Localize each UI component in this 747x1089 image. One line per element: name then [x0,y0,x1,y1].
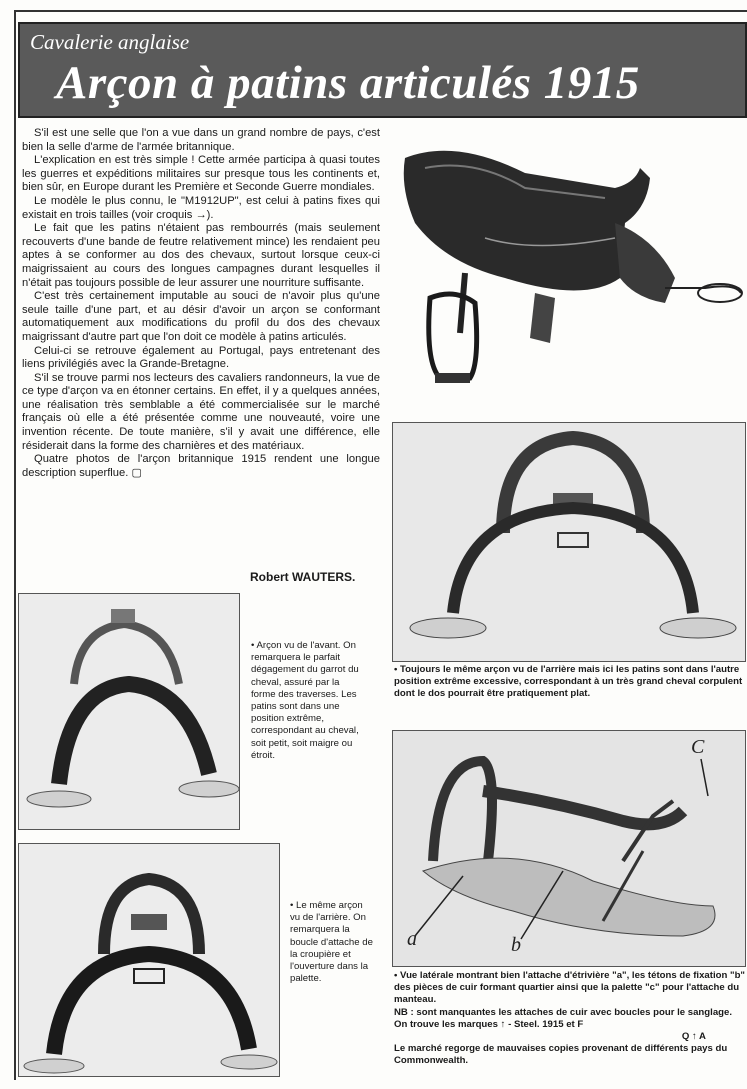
photo-rear-extreme [392,422,746,662]
label-a: a [407,928,417,950]
caption-side-text: • Vue latérale montrant bien l'attache d'étrivière "a", les tétons de fixation "b" des pièces de cuir formant quartier ainsi que la palette "c" pour l'attache du manteau. [394,970,745,1006]
kicker: Cavalerie anglaise [30,30,190,54]
paragraph: L'explication en est très simple ! Cette armée participa à quasi toutes les guerres et expéditions militaires sur presque tous les continents et, bien sûr, en Europe durant les Première et Seconde Guerre mondiales. [22,154,380,194]
paragraph: Celui-ci se retrouve également au Portugal, pays entretenant des liens privilégiés avec la Grande-Bretagne. [22,344,380,371]
paragraph: Le fait que les patins n'étaient pas rembourrés (mais seulement recouverts d'une bande de feutre relativement mince) les rendaient peu aptes à se conformer au dos des chevaux, surtout lorsque ceux-ci maigrissaient au cours des longues campagnes durant lesquelles il n'était pas toujours possible de leur assurer une nourriture suffisante. [22,222,380,289]
article-body [22,127,380,480]
photo-side-view [392,730,746,967]
photo-rear-view [18,843,280,1077]
author-signature: Robert WAUTERS. [250,570,356,584]
title-banner [18,22,747,118]
caption-rear-extreme: • Toujours le même arçon vu de l'arrière mais ici les patins sont dans l'autre position extrême excessive, correspondant à un très grand cheval corpulent dont le dos pourrait être pratiquement plat. [394,664,743,700]
label-c: C [691,736,705,758]
saddle-illustration [385,128,743,390]
label-b: b [511,934,521,956]
caption-market-text: Le marché regorge de mauvaises copies provenant de différents pays du Commonwealth. [394,1043,728,1067]
paragraph: S'il se trouve parmi nos lecteurs des cavaliers randonneurs, la vue de ce type d'arçon va en étonner certains. En effet, il y a quelques années, une réalisation très semblable a été commercialisée sur le marché français où elle a été présentée comme une nouveauté, voire une invention récente. De toute manière, s'il y avait une différence, elle résiderait dans la forme des charnières et des matériaux. [22,371,380,452]
photo-front-view [18,593,240,830]
paragraph: Le modèle le plus connu, le "M1912UP", est celui à patins fixes qui existait en trois tailles (voir croquis →). [22,194,380,221]
caption-side-view [394,970,746,1068]
paragraph: S'il est une selle que l'on a vue dans un grand nombre de pays, c'est bien la selle d'arme de l'armée britannique. [22,127,380,153]
caption-marks: Q ↑ A [681,1031,706,1043]
paragraph: C'est très certainement imputable au souci de n'avoir plus qu'une seule taille d'une part, et au désir d'avoir un arçon se conformant automatiquement aux modifications du profil du dos des chevaux maigrissant d'autre part que l'on doit ce modèle à patins articulés. [22,290,380,343]
paragraph: Quatre photos de l'arçon britannique 1915 rendent une longue description superflue. ▢ [22,453,380,479]
caption-rear-view: • Le même arçon vu de l'arrière. On remarquera la boucle d'attache de la croupière et l'ouverture dans la palette. [290,900,373,985]
caption-front-view: • Arçon vu de l'avant. On remarquera le parfait dégagement du garrot du cheval, assuré par la forme des traverses. Les patins sont dans une position extrême, correspondant au cheval, soit petit, soit maigre ou étroit. [251,640,359,761]
page-title: Arçon à patins articulés 1915 [56,57,640,109]
caption-nb-text: NB : sont manquantes les attaches de cuir avec boucles pour le sanglage. On trouve les marques ↑ - Steel. 1915 et F [394,1006,733,1030]
